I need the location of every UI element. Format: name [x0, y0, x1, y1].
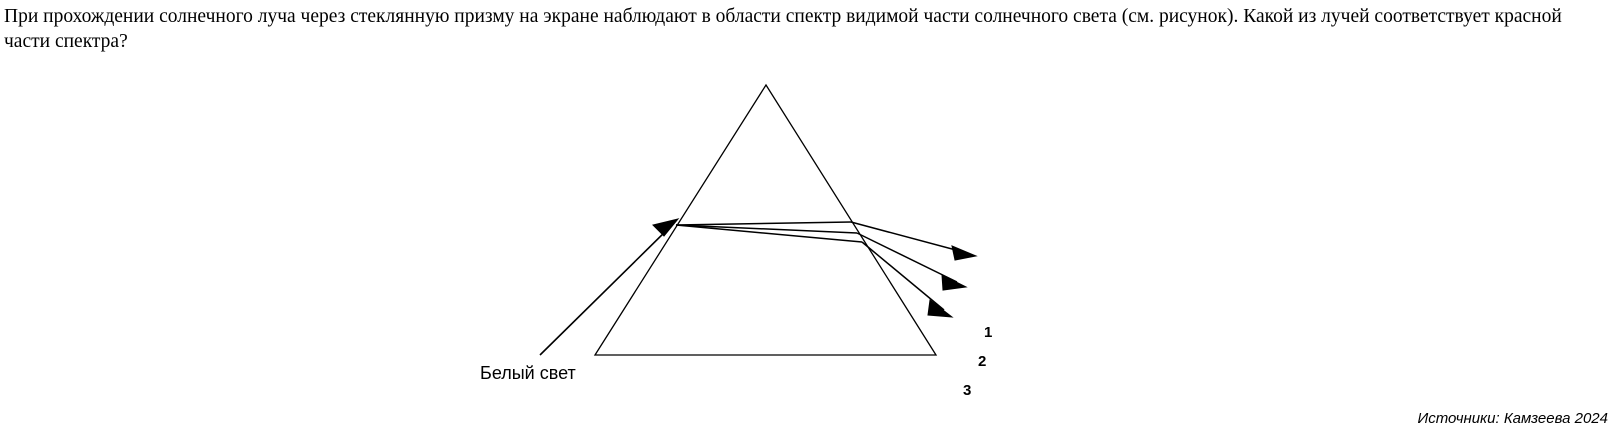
- question-text: При прохождении солнечного луча через стеклянную призму на экране наблюдают в области спектр видимой части солнечного света (см. рисунок). Какой из лучей соответствует красной части спектра?: [4, 6, 1562, 52]
- ray-2-inside: [676, 225, 857, 233]
- source-label: Источники:: [1417, 410, 1500, 427]
- ray-3-outside: [862, 242, 944, 310]
- incoming-ray-line: [540, 225, 672, 355]
- prism-figure: [0, 70, 1616, 399]
- ray-1-arrowhead: [952, 246, 976, 260]
- ray-label-2: 2: [978, 353, 987, 370]
- ray-3-arrowhead: [928, 300, 952, 317]
- ray-2-arrowhead: [942, 275, 966, 290]
- source-value: Камзеева 2024: [1503, 410, 1608, 427]
- ray-1-inside: [676, 222, 851, 225]
- source-note: [1417, 410, 1608, 427]
- ray-label-1: 1: [984, 324, 993, 341]
- white-light-label: Белый свет: [480, 363, 576, 383]
- ray-3-inside: [676, 225, 862, 242]
- incoming-ray-arrowhead: [653, 219, 678, 236]
- prism-diagram: [0, 70, 1616, 370]
- ray-label-3: 3: [963, 382, 972, 399]
- prism-triangle: [595, 85, 936, 355]
